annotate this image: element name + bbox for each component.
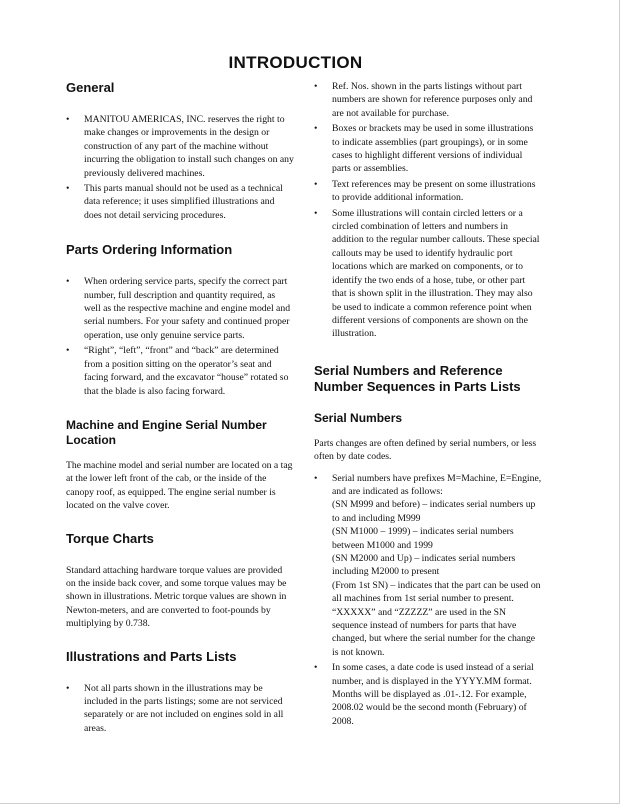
serial-line: (SN M1000 – 1999) – indicates serial numbers between M1000 and 1999	[332, 526, 514, 551]
heading-serial-location: Machine and Engine Serial Number Location	[66, 417, 267, 447]
ordering-list	[66, 275, 294, 398]
list-item-text: Text references may be present on some illustrations to provide additional information.	[332, 178, 536, 204]
list-item	[66, 344, 294, 398]
list-item	[66, 113, 294, 180]
right-column	[314, 80, 542, 730]
list-item-text: “Right”, “left”, “front” and “back” are determined from a position sitting on the operator’s seat and facing forward, and the excavator “house” rotated so that the blade is also facing forward.	[84, 345, 289, 397]
serial-line: (From 1st SN) – indicates that the part can be used on all machines from 1st serial number to present.	[332, 579, 541, 605]
bullet-glyph: •	[314, 472, 318, 484]
list-item	[314, 207, 542, 341]
list-item	[314, 472, 542, 660]
left-column	[66, 80, 294, 737]
bullet-glyph: •	[66, 682, 70, 694]
illustrations-list	[66, 682, 294, 736]
torque-text: Standard attaching hardware torque values are provided on the inside back cover, and some torque values may be shown in illustrations. Metric torque values are shown in Newton-meters, and are converted to foot-pounds by multiplying by 0.738.	[66, 564, 287, 630]
bullet-glyph: •	[314, 207, 318, 219]
serial-list	[314, 472, 542, 729]
serial-intro-text: Parts changes are often defined by serial numbers, or less often by date codes.	[314, 437, 537, 463]
subheading-serial-numbers: Serial Numbers	[314, 410, 403, 425]
serial-line: (SN M999 and before) – indicates serial numbers up to and including M999	[332, 499, 536, 524]
list-item-text: Ref. Nos. shown in the parts listings without part numbers are shown for reference purposes only and are not available for purchase.	[332, 81, 533, 119]
bullet-glyph: •	[66, 114, 70, 125]
heading-torque-charts: Torque Charts	[66, 530, 154, 546]
bullet-glyph: •	[314, 662, 318, 674]
list-item-text: When ordering service parts, specify the correct part number, full description and quantity required, as well as the respective machine and engine model and serial numbers. For your safety and continued proper operation, use only genuine service parts.	[84, 276, 291, 341]
serial-line: “XXXXX” and “ZZZZZ” are used in the SN sequence instead of numbers for parts that have changed, but where the serial number for the change is not known.	[332, 606, 536, 658]
heading-illustrations: Illustrations and Parts Lists	[66, 648, 237, 664]
list-item	[66, 275, 294, 342]
serial-location-text: The machine model and serial number are located on a tag at the lower left front of the cab, or the inside of the canopy roof, as equipped. The engine serial number is located on the valve cover.	[66, 459, 293, 512]
list-item-text: MANITOU AMERICAS, INC. reserves the right to make changes or improvements in the design or construction of any part of the machine without incurring the obligation to install such changes on any previously delivered machines.	[84, 114, 294, 179]
heading-general: General	[66, 80, 115, 95]
list-item	[66, 682, 294, 736]
list-item-text: Some illustrations will contain circled letters or a circled combination of letters and numbers in addition to the regular number callouts. These special callouts may be used to identify hydraulic port locations which are marked on components, or to identify the two ends of a hose, tube, or other part that is shown split in the illustration. They may also be used to indicate a common reference point when different versions of components are shown on the illustration.	[332, 207, 540, 340]
heading-serial-numbers-reference: Serial Numbers and Reference Number Sequences in Parts Lists	[314, 362, 521, 394]
general-list	[66, 113, 294, 222]
serial-line: (SN M2000 and Up) – indicates serial numbers including M2000 to present	[332, 552, 516, 578]
bullet-glyph: •	[314, 123, 318, 135]
list-item-text: Not all parts shown in the illustrations may be included in the parts listings; some are not serviced separately or are not included on engines sold in all areas.	[84, 682, 284, 734]
list-item-text: In some cases, a date code is used instead of a serial number, and is displayed in the YYYY.MM format. Months will be displayed as .01-.12. For example, 2008.02 would be the second month (February) of 2008.	[332, 662, 534, 727]
bullet-glyph: •	[314, 178, 318, 190]
reference-list	[314, 80, 542, 341]
list-item	[314, 178, 542, 205]
list-item-text: Boxes or brackets may be used in some illustrations to indicate assemblies (part groupings), or in some cases to highlight different versions of individual parts or assemblies.	[332, 123, 534, 175]
list-item	[314, 80, 542, 120]
list-item	[66, 182, 294, 222]
bullet-glyph: •	[66, 345, 70, 357]
serial-line: Serial numbers have prefixes M=Machine, E=Engine, and are indicated as follows:	[332, 472, 542, 497]
bullet-glyph: •	[66, 183, 70, 195]
heading-parts-ordering: Parts Ordering Information	[66, 242, 233, 258]
list-item	[314, 122, 542, 176]
page-title: INTRODUCTION	[228, 53, 363, 72]
list-item	[314, 661, 542, 728]
bullet-glyph: •	[66, 276, 70, 288]
bullet-glyph: •	[314, 81, 318, 92]
list-item-text: This parts manual should not be used as a technical data reference; it uses simplified illustrations and does not detail servicing procedures.	[84, 183, 283, 221]
